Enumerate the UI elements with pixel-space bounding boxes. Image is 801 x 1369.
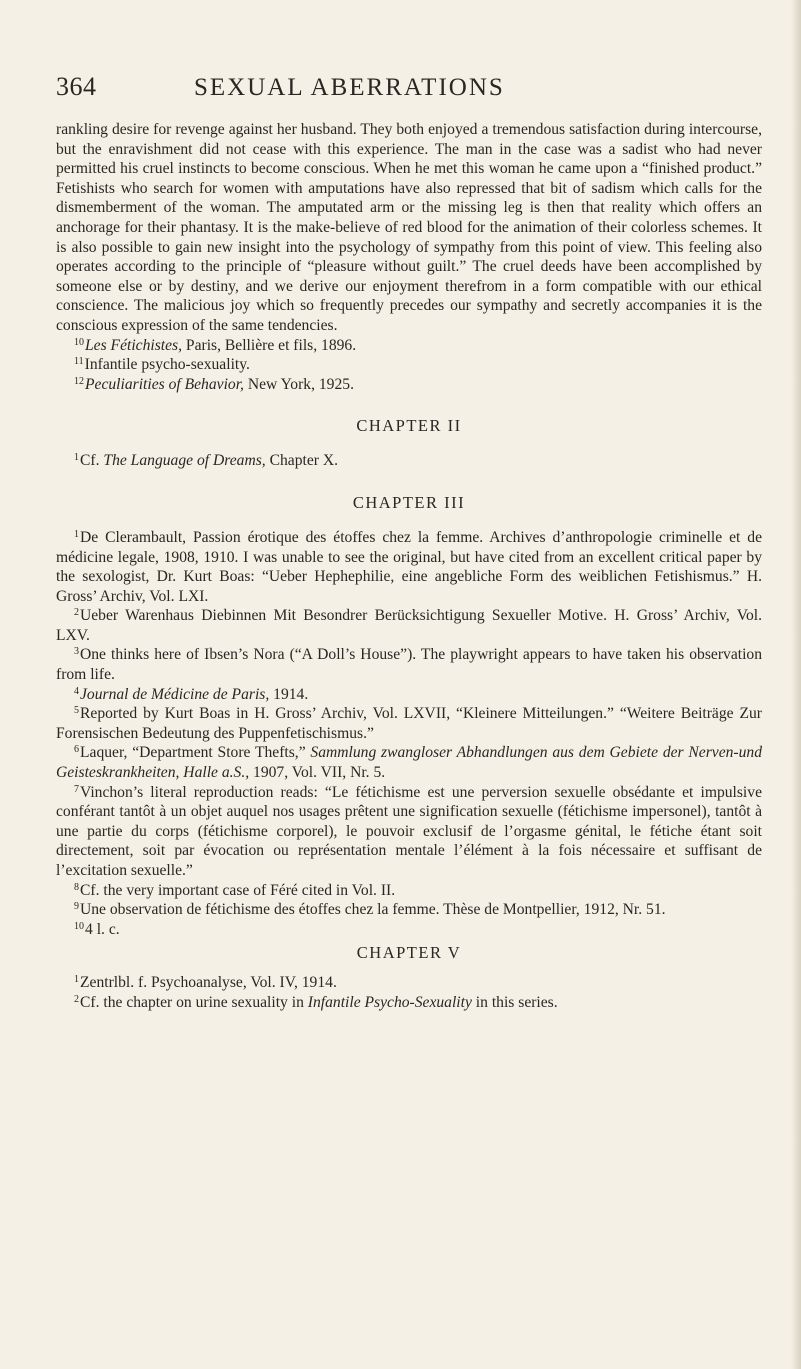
- footnote: $^2$Cf. the chapter on urine sexuality in Infantile Psycho-Sexuality in this series.: [74, 993, 558, 1011]
- footnote: $^1$De Clerambault, Passion érotique des étoffes chez la femme. Archives d’anthropologie criminelle et de médicine legale, 1908, 1910. I was unable to see the original, but have cited from an excellent critical paper by the sexologist, Dr. Kurt Boas: “Ueber Hephephilie, eine angebliche Form des weiblichen Fetishismus.” H. Gross’ Archiv, Vol. LXI.: [56, 528, 762, 605]
- notes-chapter-i-end: [56, 336, 762, 395]
- chapter-iii-heading: CHAPTER III: [352, 492, 466, 512]
- footnote: $^{10}$Les Fétichistes, Paris, Bellière et fils, 1896.: [74, 336, 357, 354]
- footnote: $^9$Une observation de fétichisme des étoffes chez la femme. Thèse de Montpellier, 1912, Nr. 51.: [74, 901, 666, 919]
- footnote: $^{10}$4 l. c.: [74, 920, 120, 938]
- chapter-ii-heading: CHAPTER II: [356, 416, 462, 436]
- footnote: $^7$Vinchon’s literal reproduction reads: “Le fétichisme est une perversion sexuelle obsédante et impulsive conférant tantôt à un objet auquel nos usages prêtent une signification sexuelle (fétichisme impersonel), tantôt à une partie du corps (fétichisme corporel), le pouvoir exclusif de l’orgasme génital, le fétiche étant soit directement, soit par évocation ou représentation mentale l’élément à la fois nécessaire et suffisant de l’excitation sexuelle.”: [56, 783, 762, 879]
- chapter-v-heading: CHAPTER V: [356, 943, 462, 963]
- book-page: [56, 72, 762, 1013]
- footnote: $^4$Journal de Médicine de Paris, 1914.: [74, 685, 309, 703]
- footnote: $^{11}$Infantile psycho-sexuality.: [74, 356, 250, 374]
- page-header: [56, 72, 762, 106]
- footnote: $^1$Cf. The Language of Dreams, Chapter X.: [74, 452, 339, 470]
- running-title: SEXUAL ABERRATIONS: [194, 74, 505, 101]
- footnote: $^5$Reported by Kurt Boas in H. Gross’ Archiv, Vol. LXVII, “Kleinere Mitteilungen.” “Weitere Beiträge Zur Forensischen Bedeutung des Puppenfetischismus.”: [56, 705, 762, 742]
- footnote: $^2$Ueber Warenhaus Diebinnen Mit Besondrer Berücksichtigung Sexueller Motive. H. Gross’ Archiv, Vol. LXV.: [56, 607, 762, 644]
- footnote: $^1$Zentrlbl. f. Psychoanalyse, Vol. IV, 1914.: [74, 974, 337, 992]
- body-paragraph: rankling desire for revenge against her husband. They both enjoyed a tremendous satisfaction during intercourse, but the enravishment did not cease with this experience. The man in the case was a sadist who had never permitted his cruel instincts to become conscious. When he met this woman he came upon a “finished product.” Fetishists who search for women with amputations have also repressed that bit of sadism which calls for the dismemberment of the woman. The amputated arm or the missing leg is then that reality which offers an anchorage for their phantasy. It is the make-believe of red blood for the animation of their colorless schemes. It is also possible to gain new insight into the psychology of sympathy from this point of view. This feeling also operates according to the principle of “pleasure without guilt.” The cruel deeds have been accomplished by someone else or by destiny, and we derive our enjoyment therefrom in a form compatible with our ethical conscience. The malicious joy which so frequently precedes our sympathy and secretly accompanies it is the conscious expression of the same tendencies.: [56, 121, 762, 334]
- footnote: $^{12}$Peculiarities of Behavior, New York, 1925.: [74, 375, 354, 393]
- page-number: 364: [56, 72, 97, 101]
- footnote: $^6$Laquer, “Department Store Thefts,” Sammlung zwangloser Abhandlungen aus dem Gebiete der Nerven-und Geisteskrankheiten, Halle a.S., 1907, Vol. VII, Nr. 5.: [56, 744, 763, 782]
- page-edge-shadow: [791, 0, 801, 1369]
- footnote: $^8$Cf. the very important case of Féré cited in Vol. II.: [74, 881, 396, 899]
- footnote: $^3$One thinks here of Ibsen’s Nora (“A Doll’s House”). The playwright appears to have taken his observation from life.: [56, 646, 762, 684]
